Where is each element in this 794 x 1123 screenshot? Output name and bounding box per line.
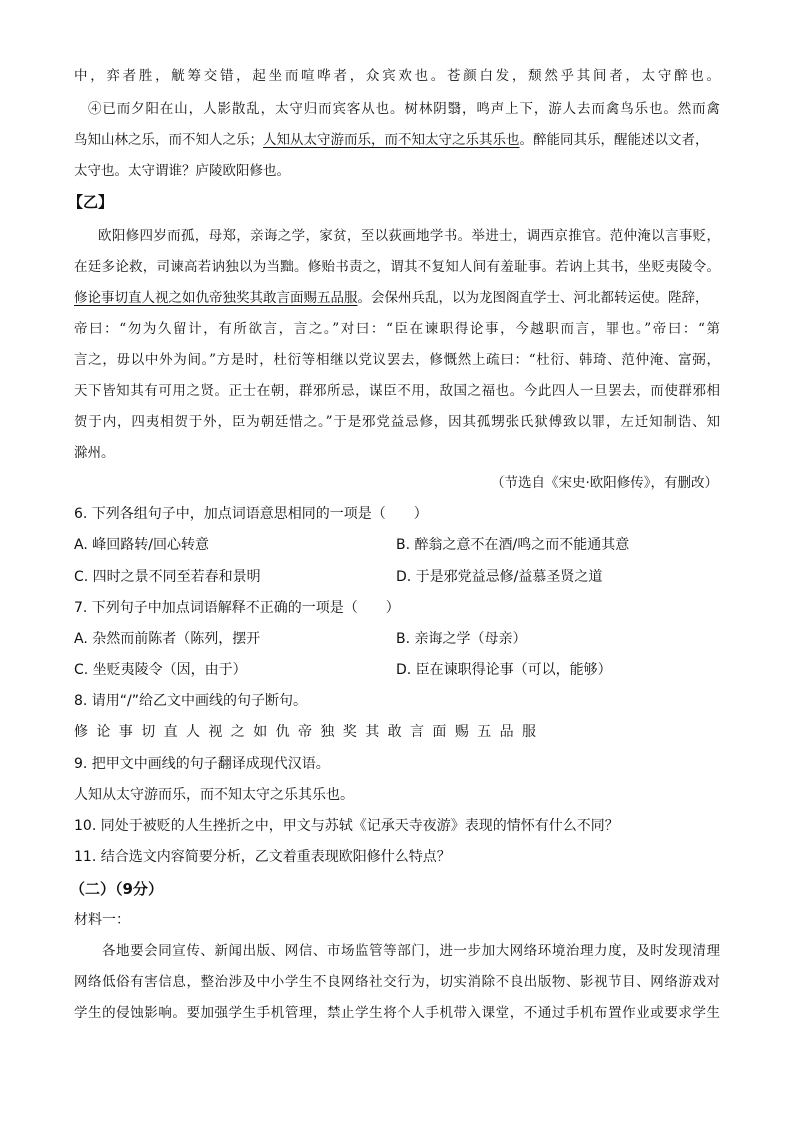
question-7-option-b: B. 亲诲之学（母亲）	[396, 631, 527, 647]
jia-paragraph-4-line-1: ④已而夕阳在山，人影散乱，太守归而宾客从也。树林阴翳，鸣声上下，游人去而禽鸟乐也。然而禽	[88, 101, 720, 117]
question-7-option-d: D. 臣在谏职得论事（可以，能够）	[396, 662, 612, 678]
question-6-option-d: D. 于是邪党益忌修/益慕圣贤之道	[396, 569, 603, 585]
material-1-label: 材料一：	[74, 912, 130, 928]
yi-line-8: 滁州。	[74, 445, 115, 461]
part-2-heading: （二）（9分）	[70, 880, 163, 898]
jia-line-1: 中，弈者胜，觥筹交错，起坐而喧哗者，众宾欢也。苍颜白发，颓然乎其间者，太守醉也。	[74, 68, 720, 84]
question-8-stem: 8. 请用“/”给乙文中画线的句子断句。	[74, 693, 308, 709]
jia-paragraph-4-line-2	[74, 130, 709, 150]
yi-text-segment: 。会保州兵乱，以为龙图阁直学士、河北都转运使。陛辞，	[357, 290, 709, 306]
jia-text-segment: 。醉能同其乐，醒能述以文者，	[519, 132, 709, 148]
question-11: 11. 结合选文内容简要分析，乙文着重表现欧阳修什么特点？	[74, 849, 451, 865]
yi-line-1: 欧阳修四岁而孤，母郑，亲诲之学，家贫，至以荻画地学书。举进士，调西京推官。范仲淹以言事贬，	[98, 228, 720, 244]
material-1-line-2: 网络低俗有害信息，整治涉及中小学生不良网络社交行为，切实消除不良出版物、影视节目、网络游戏对	[74, 974, 720, 990]
yi-line-3	[74, 288, 709, 308]
question-7-option-c: C. 坐贬夷陵令（因，由于）	[74, 662, 247, 678]
question-6-option-c: C. 四时之景不同至若春和景明	[74, 569, 261, 585]
yi-line-5: 言之，毋以中外为间。”方是时，杜衍等相继以党议罢去，修慨然上疏曰：“杜衍、韩琦、范仲淹、富弼，	[74, 352, 720, 368]
question-6-stem: 6. 下列各组句子中，加点词语意思相同的一项是（ ）	[74, 506, 428, 522]
yi-source: （节选自《宋史·欧阳修传》，有删改）	[490, 475, 718, 491]
question-9-stem: 9. 把甲文中画线的句子翻译成现代汉语。	[74, 756, 330, 772]
material-1-line-1: 各地要会同宣传、新闻出版、网信、市场监管等部门，进一步加大网络环境治理力度，及时发现清理	[102, 943, 720, 959]
yi-line-6: 天下皆知其有可用之贤。正士在朝，群邪所忌，谋臣不用，敌国之福也。今此四人一旦罢去，而使群邪相	[74, 383, 720, 399]
jia-underlined-sentence: 人知从太守游而乐，而不知太守之乐其乐也	[263, 132, 520, 148]
yi-underlined-sentence: 修论事切直人视之如仇帝独奖其敢言面赐五品服	[74, 290, 358, 306]
question-7-option-a: A. 杂然而前陈者（陈列，摆开	[74, 631, 261, 647]
yi-line-2: 在廷多论救，司谏高若讷独以为当黜。修贻书责之，谓其不复知人间有羞耻事。若讷上其书，坐贬夷陵令。	[74, 259, 720, 275]
jia-paragraph-4-line-3: 太守也。太守谓谁？庐陵欧阳修也。	[74, 163, 290, 179]
yi-line-4: 帝曰：“勿为久留计，有所欲言，言之。”对曰：“臣在谏职得论事，今越职而言，罪也。”帝曰：“第	[74, 321, 720, 337]
question-9-sentence: 人知从太守游而乐，而不知太守之乐其乐也。	[74, 787, 354, 803]
question-8-sentence: 修论事切直人视之如仇帝独奖其敢言面赐五品服	[74, 724, 545, 740]
question-7-stem: 7. 下列句子中加点词语解释不正确的一项是（ ）	[74, 600, 400, 616]
question-6-option-b: B. 醉翁之意不在酒/鸣之而不能通其意	[396, 537, 630, 553]
question-10: 10. 同处于被贬的人生挫折之中，甲文与苏轼《记承天寺夜游》表现的情怀有什么不同？	[74, 818, 619, 834]
material-1-line-3: 学生的侵蚀影响。要加强学生手机管理，禁止学生将个人手机带入课堂，不通过手机布置作业或要求学生	[74, 1005, 720, 1021]
jia-text-segment: 鸟知山林之乐，而不知人之乐；	[74, 132, 263, 148]
yi-heading: 【乙】	[68, 193, 114, 211]
yi-line-7: 贺于内，四夷相贺于外，臣为朝廷惜之。”于是邪党益忌修，因其孤甥张氏狱傅致以罪，左迁知制诰、知	[74, 414, 720, 430]
question-6-option-a: A. 峰回路转/回心转意	[74, 537, 209, 553]
